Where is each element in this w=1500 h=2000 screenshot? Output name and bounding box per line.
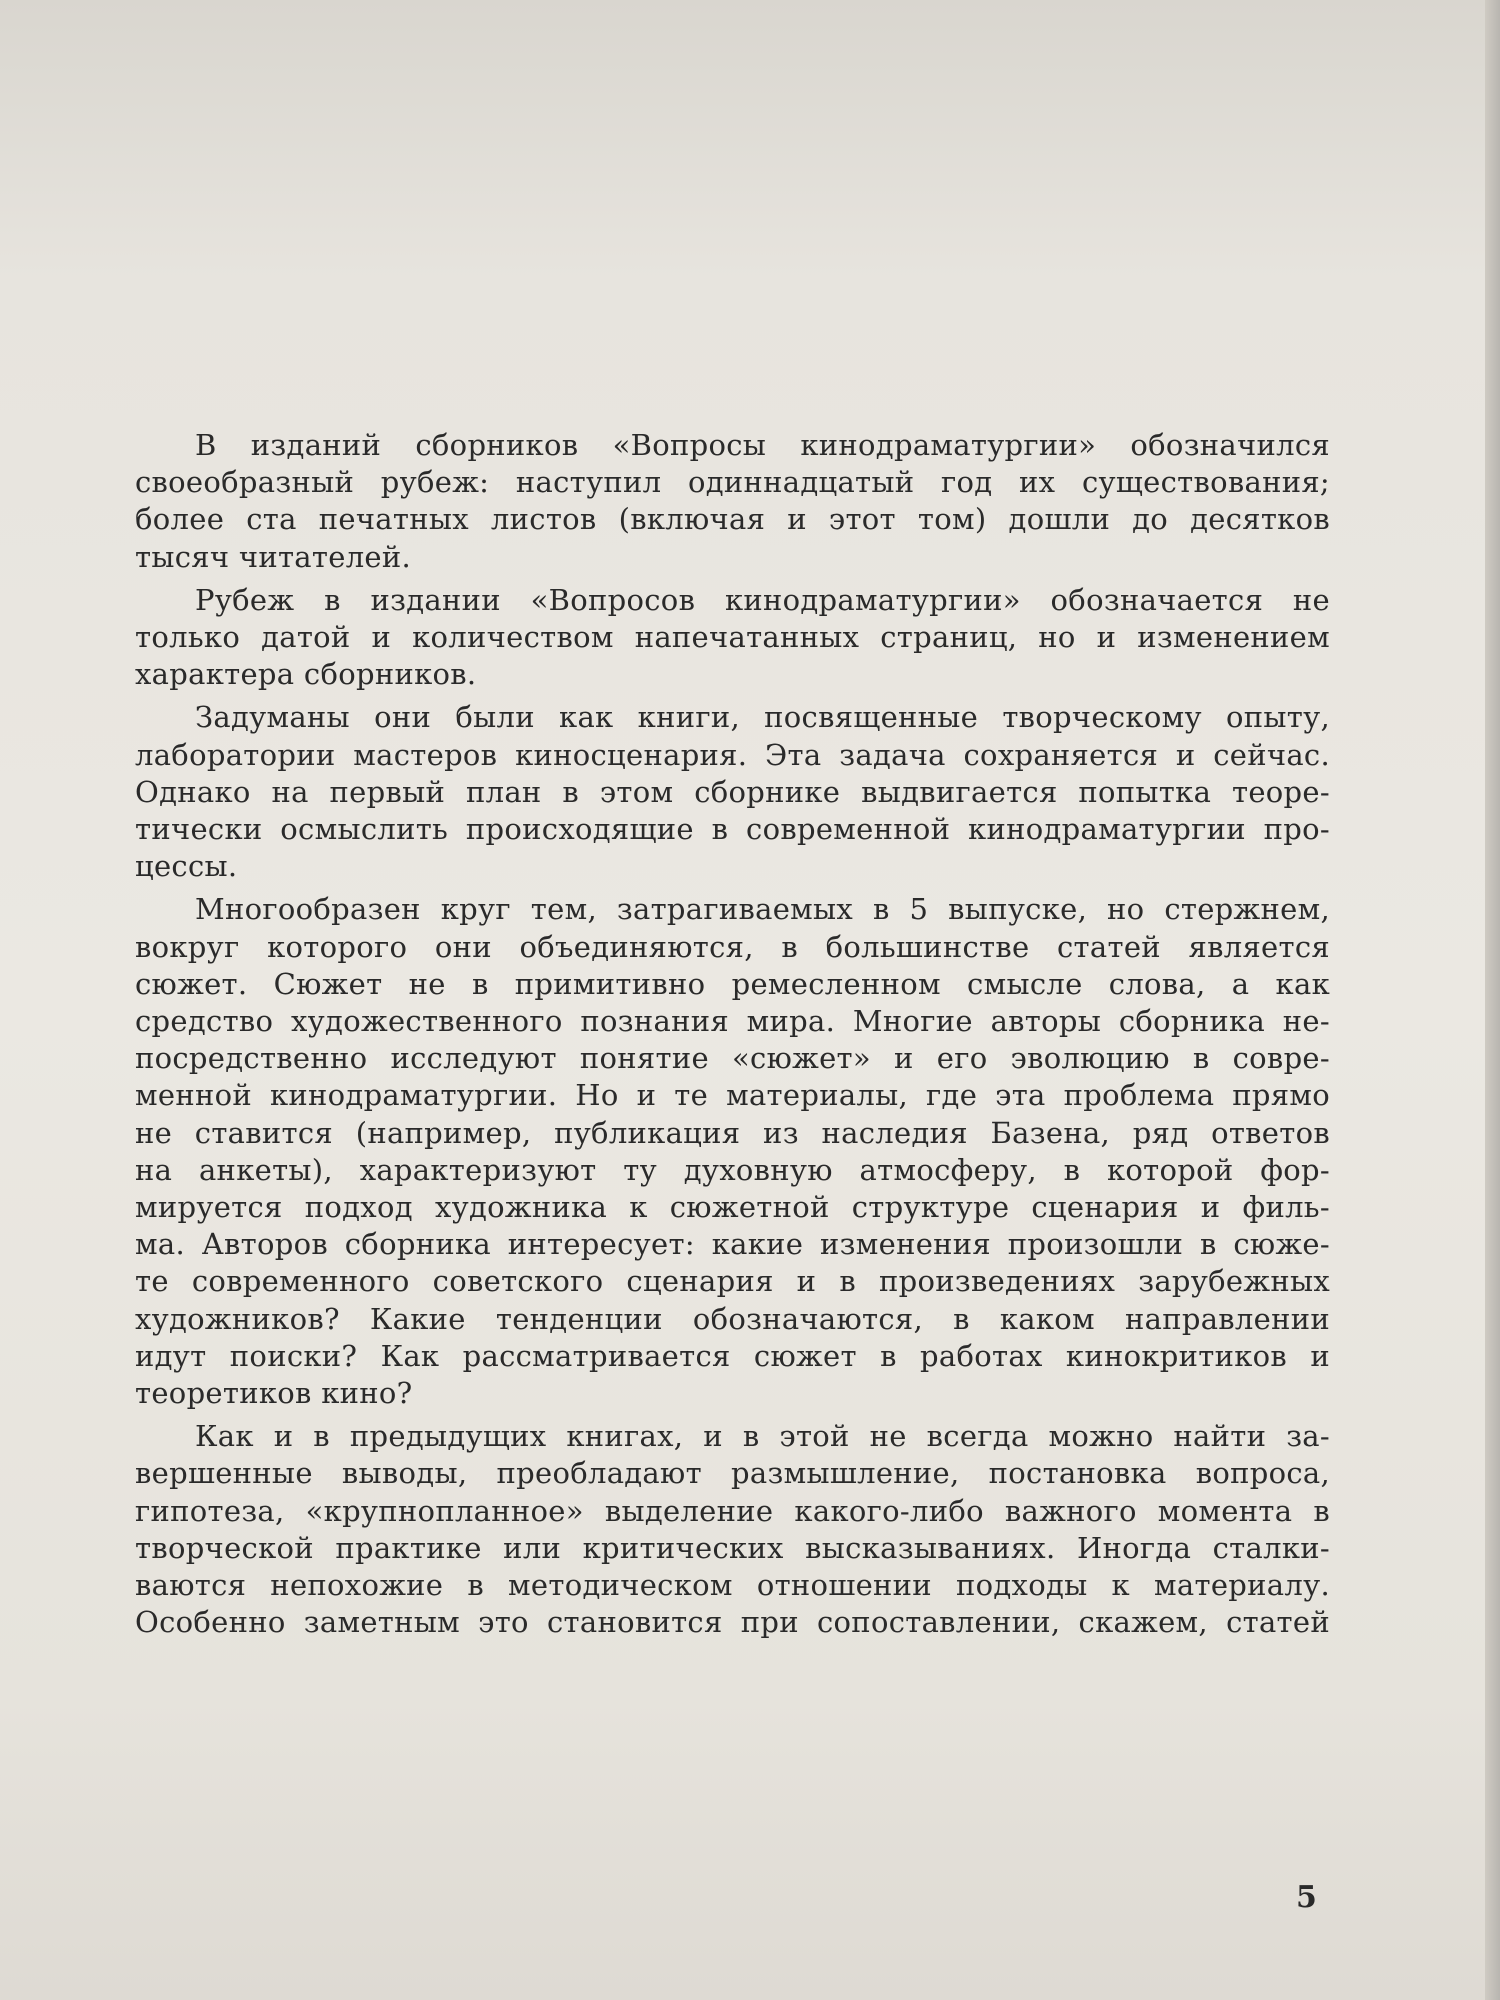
text-line: тически осмыслить происходящие в современной кинодраматургии про-: [135, 812, 1330, 847]
text-line: менной кинодраматургии. Но и те материалы, где эта проблема прямо: [135, 1078, 1330, 1113]
text-line: лаборатории мастеров киносценария. Эта задача сохраняется и сейчас.: [135, 737, 1330, 772]
paragraph-5: [135, 1418, 1330, 1641]
text-line: Многообразен круг тем, затрагиваемых в 5 выпуске, но стержнем,: [195, 892, 1330, 927]
text-line: Особенно заметным это становится при сопоставлении, скажем, статей: [135, 1605, 1330, 1640]
text-line: своеобразный рубеж: наступил одиннадцатый год их существования;: [135, 465, 1330, 500]
text-line: мируется подход художника к сюжетной структуре сценария и филь-: [135, 1190, 1330, 1225]
text-line: Рубеж в издании «Вопросов кинодраматургии» обозначается не: [195, 582, 1330, 617]
text-line: посредственно исследуют понятие «сюжет» и его эволюцию в совре-: [135, 1041, 1330, 1076]
text-line: идут поиски? Как рассматривается сюжет в работах кинокритиков и: [135, 1338, 1330, 1373]
text-line: вершенные выводы, преобладают размышление, постановка вопроса,: [135, 1456, 1330, 1491]
paragraph-4: [135, 891, 1330, 1412]
text-line: средство художественного познания мира. Многие авторы сборника не-: [135, 1004, 1330, 1039]
text-line: ма. Авторов сборника интересует: какие изменения произошли в сюже-: [135, 1227, 1330, 1262]
text-line: на анкеты), характеризуют ту духовную атмосферу, в которой фор-: [135, 1152, 1330, 1187]
text-line: цессы.: [135, 849, 238, 884]
text-line: только датой и количеством напечатанных страниц, но и изменением: [135, 620, 1330, 655]
paragraph-3: [135, 699, 1330, 885]
text-line: более ста печатных листов (включая и этот том) дошли до десятков: [135, 502, 1330, 537]
text-line: Как и в предыдущих книгах, и в этой не всегда можно найти за-: [195, 1419, 1330, 1454]
text-line: сюжет. Сюжет не в примитивно ремесленном смысле слова, а как: [135, 966, 1330, 1001]
text-line: Задуманы они были как книги, посвященные творческому опыту,: [195, 700, 1330, 735]
text-line: гипотеза, «крупнопланное» выделение какого-либо важного момента в: [135, 1493, 1330, 1528]
text-line: теоретиков кино?: [135, 1376, 413, 1411]
text-line: Однако на первый план в этом сборнике выдвигается попытка теоре-: [135, 774, 1330, 809]
text-line: ваются непохожие в методическом отношении подходы к материалу.: [135, 1568, 1330, 1603]
text-line: тысяч читателей.: [135, 539, 412, 574]
page-edge: [1485, 0, 1500, 2000]
text-line: В изданий сборников «Вопросы кинодраматургии» обозначился: [195, 428, 1330, 462]
text-line: вокруг которого они объединяются, в большинстве статей является: [135, 929, 1330, 964]
text-line: творческой практике или критических высказываниях. Иногда сталки-: [135, 1530, 1330, 1565]
text-line: те современного советского сценария и в произведениях зарубежных: [135, 1264, 1330, 1299]
paragraph-2: [135, 582, 1330, 694]
text-line: художников? Какие тенденции обозначаются, в каком направлении: [135, 1301, 1330, 1336]
text-line: не ставится (например, публикация из наследия Базена, ряд ответов: [135, 1115, 1330, 1150]
text-line: характера сборников.: [135, 657, 477, 692]
page-number: 5: [1296, 1880, 1317, 1915]
body-text: [135, 427, 1330, 1648]
paragraph-1: [135, 427, 1330, 576]
